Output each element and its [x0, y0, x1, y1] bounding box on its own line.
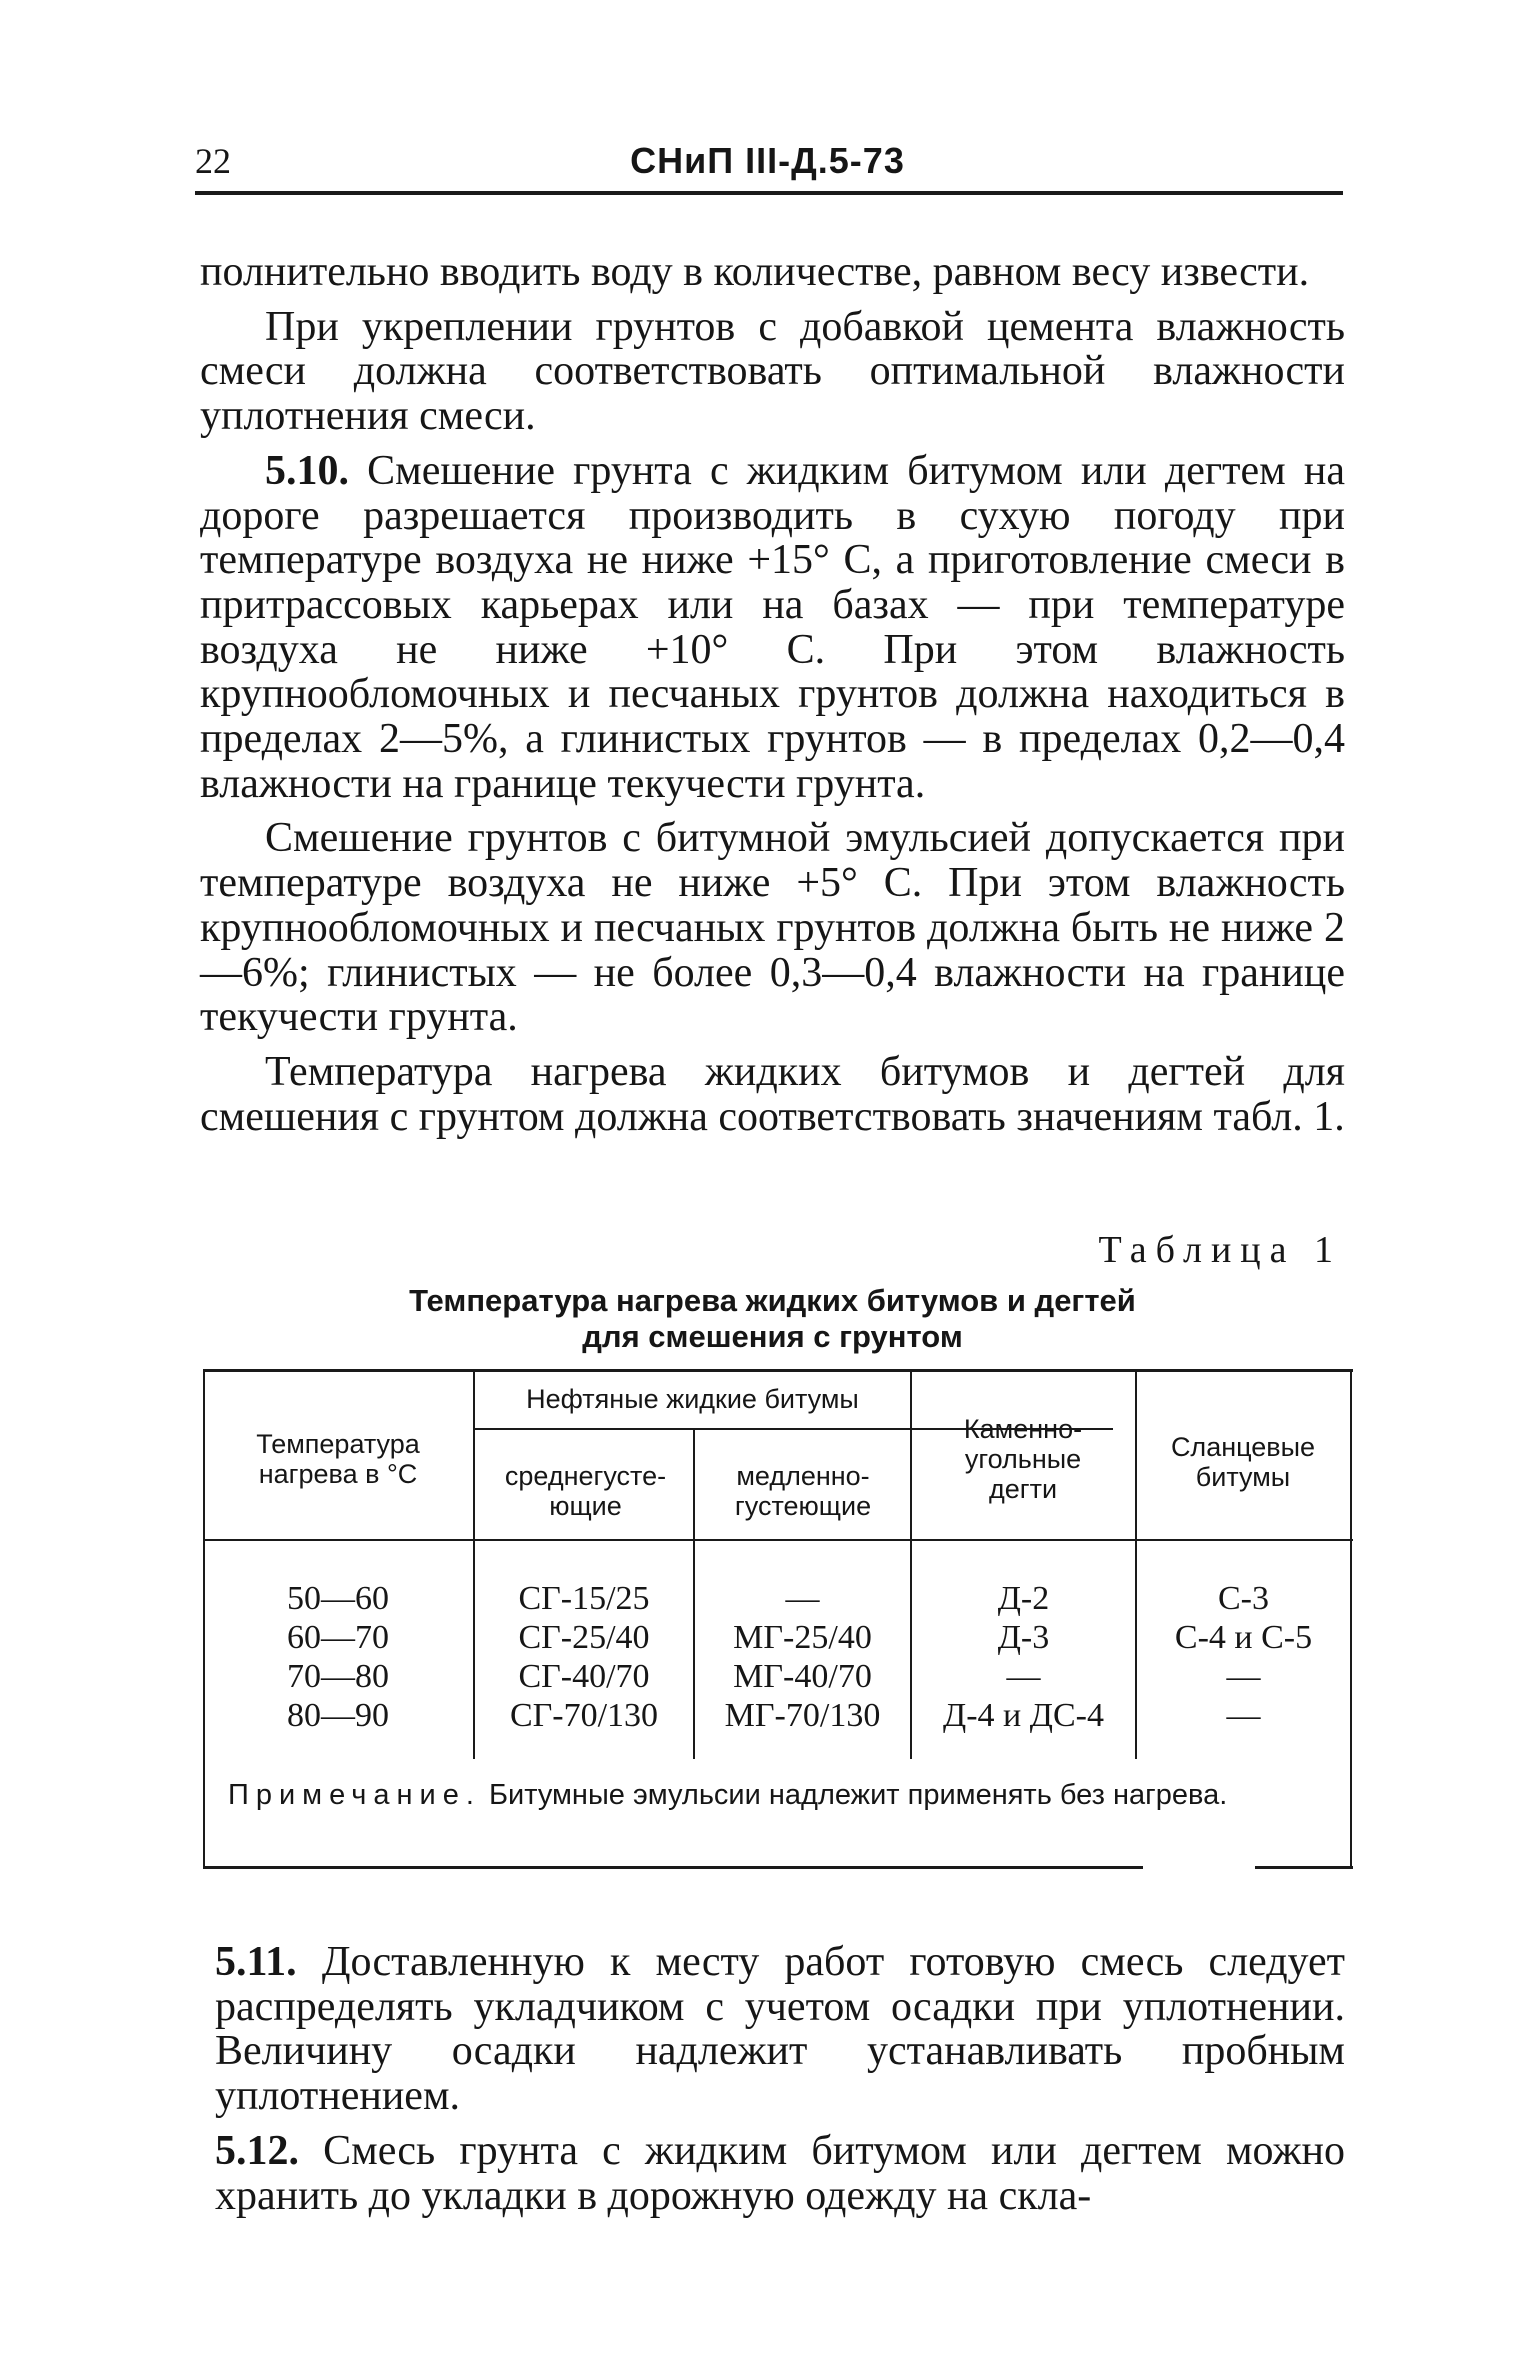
table-cell: Д-3 — [997, 1619, 1050, 1656]
note-label: Примечание. — [228, 1779, 481, 1811]
table-cell: МГ-70/130 — [724, 1697, 881, 1734]
table-title-line-2: для смешения с грунтом — [582, 1319, 963, 1354]
table-cell: МГ-25/40 — [733, 1619, 872, 1656]
body-text-bottom — [215, 1940, 1345, 2218]
paragraph-continuation: полнительно вводить воду в количестве, равном весу извести. — [200, 249, 1310, 295]
table-cell: СГ-15/25 — [518, 1580, 650, 1617]
header-oil-bitumens: Нефтяные жидкие битумы — [526, 1384, 859, 1414]
table-cell: 80—90 — [287, 1697, 389, 1734]
temperature-table — [203, 1369, 1353, 1869]
table-cell: СГ-70/130 — [509, 1697, 659, 1734]
paragraph-5-10-text: Смешение грунта с жидким битумом или дегтем на дороге разрешается производить в сухую погоду при температуре воздуха не ниже +15° С, а приготовление смеси в притрассовых карьерах или на базах — при температуре воздуха не ниже +10° С. При этом влажность крупнообломочных и песчаных грунтов должна находиться в пределах 2—5%, а глинистых грунтов — в пределах 0,2—0,4 влажности на границе текучести грунта. — [200, 447, 1346, 807]
table-cell: СГ-25/40 — [518, 1619, 650, 1656]
table-cell: 70—80 — [287, 1658, 389, 1695]
note-text: Битумные эмульсии надлежит применять без нагрева. — [488, 1779, 1228, 1811]
table-cell: 60—70 — [287, 1619, 389, 1656]
header-coal-tars: Каменно-угольные дегти — [963, 1414, 1083, 1504]
table-top-rule — [203, 1369, 1353, 1372]
table-cell: СГ-40/70 — [518, 1658, 650, 1695]
col-slow-values — [695, 1579, 910, 1735]
document-code: СНиП III-Д.5-73 — [630, 140, 905, 181]
table-note — [228, 1777, 1338, 1814]
page-header — [195, 140, 1340, 190]
paragraph-temperature: Температура нагрева жидких битумов и дегтей для смешения с грунтом должна соответствовать значениям табл. 1. — [200, 1048, 1345, 1140]
table-cell: — — [1226, 1658, 1261, 1695]
page-number: 22 — [195, 141, 231, 181]
col-coal-values — [912, 1579, 1135, 1735]
table-cell: С-3 — [1218, 1580, 1269, 1617]
table-bottom-rule — [203, 1866, 1143, 1869]
section-number: 5.12. — [215, 2127, 299, 2174]
table-right-border — [1350, 1369, 1352, 1869]
header-temperature: Температура нагрева в °С — [256, 1429, 420, 1489]
table-bottom-rule-right — [1255, 1866, 1353, 1869]
col-shale-values — [1137, 1579, 1350, 1735]
table-cell: Д-2 — [997, 1580, 1050, 1617]
paragraph-emulsion: Смешение грунтов с битумной эмульсией допускается при температуре воздуха не ниже +5° С. При этом влажность крупнообломочных и песчаных грунтов должна быть не ниже 2—6%; глинистых — не более 0,3—0,4 влажности на границе текучести грунта. — [200, 815, 1345, 1041]
table-cell: С-4 и С-5 — [1174, 1619, 1313, 1656]
paragraph-5-11-text: Доставленную к месту работ готовую смесь следует распределять укладчиком с учетом осадки при уплотнении. Величину осадки надлежит устанавливать пробным уплотнением. — [215, 1939, 1346, 2120]
body-text-top — [200, 250, 1345, 1139]
paragraph-5-10 — [200, 449, 1345, 807]
col-temperature-values — [203, 1579, 473, 1735]
table-cell: Д-4 и ДС-4 — [943, 1697, 1104, 1734]
table-cell: — — [1226, 1697, 1261, 1734]
table-cell: — — [1006, 1658, 1041, 1695]
header-shale-bitumens: Сланцевые битумы — [1170, 1432, 1316, 1492]
table-title — [200, 1283, 1345, 1355]
col-medium-values — [475, 1579, 693, 1735]
section-number: 5.11. — [215, 1939, 297, 1985]
header-rule — [195, 191, 1343, 195]
table-cell: 50—60 — [287, 1580, 389, 1617]
table-cell: МГ-40/70 — [733, 1658, 872, 1695]
table-header-rule — [203, 1539, 1353, 1541]
header-medium-thickening: среднегусте-ющие — [504, 1461, 667, 1521]
table-label: Таблица 1 — [1098, 1229, 1342, 1271]
paragraph-5-12 — [215, 2129, 1345, 2218]
paragraph-5-11 — [215, 1940, 1345, 2119]
header-slow-thickening: медленно-густеющие — [734, 1461, 872, 1521]
paragraph-cement: При укреплении грунтов с добавкой цемента влажность смеси должна соответствовать оптимальной влажности уплотнения смеси. — [200, 303, 1345, 440]
table-title-line-1: Температура нагрева жидких битумов и дегтей — [409, 1283, 1136, 1318]
section-number: 5.10. — [265, 447, 349, 494]
paragraph-5-12-text: Смесь грунта с жидким битумом или дегтем можно хранить до укладки в дорожную одежду на скла- — [215, 2127, 1345, 2219]
table-cell: — — [785, 1580, 820, 1617]
